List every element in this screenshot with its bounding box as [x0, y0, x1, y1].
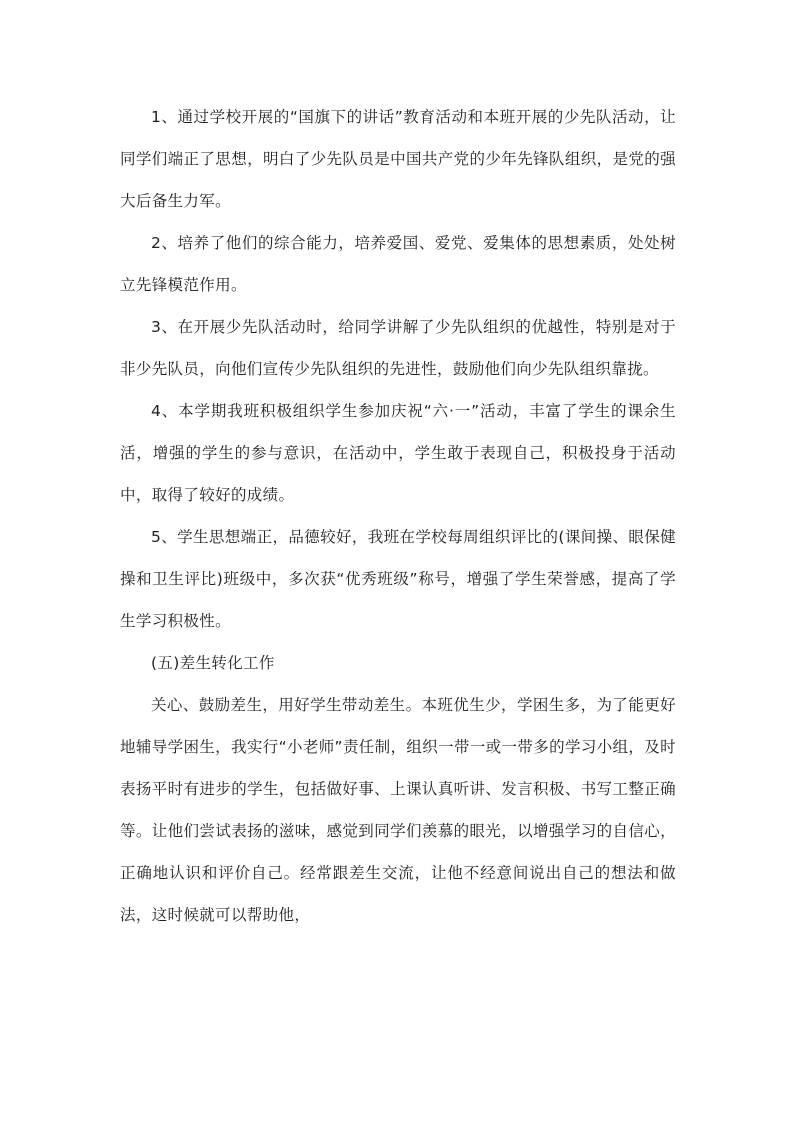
section-heading-struggling-students: (五)差生转化工作 [151, 654, 275, 672]
document-body [120, 96, 676, 936]
paragraph-student-transformation: 关心、鼓励差生，用好学生带动差生。本班优生少，学困生多，为了能更好地辅导学困生，我实行“小老师”责任制，组织一带一或一带多的学习小组，及时表扬平时有进步的学生，包括做好事、上课认真听讲、发言积极、书写工整正确等。让他们尝试表扬的滋味，感觉到同学们羡慕的眼光，以增强学习的自信心，正确地认识和评价自己。经常跟差生交流，让他不经意间说出自己的想法和做法，这时候就可以帮助他， [120, 696, 676, 924]
paragraph-excellent-class: 5、学生思想端正，品德较好，我班在学校每周组织评比的(课间操、眼保健操和卫生评比)班级中，多次获“优秀班级”称号，增强了学生荣誉感，提高了学生学习积极性。 [120, 528, 676, 630]
paragraph-comprehensive-ability: 2、培养了他们的综合能力，培养爱国、爱党、爱集体的思想素质，处处树立先锋模范作用。 [120, 234, 676, 294]
paragraph-childrens-day: 4、本学期我班积极组织学生参加庆祝“六·一”活动，丰富了学生的课余生活，增强的学生的参与意识，在活动中，学生敢于表现自己，积极投身于活动中，取得了较好的成绩。 [120, 402, 676, 504]
paragraph-pioneer-activities: 3、在开展少先队活动时，给同学讲解了少先队组织的优越性，特别是对于非少先队员，向他们宣传少先队组织的先进性，鼓励他们向少先队组织靠拢。 [120, 318, 676, 378]
paragraph-political-education: 1、通过学校开展的“国旗下的讲话”教育活动和本班开展的少先队活动，让同学们端正了思想，明白了少先队员是中国共产党的少年先锋队组织，是党的强大后备生力军。 [120, 108, 676, 210]
